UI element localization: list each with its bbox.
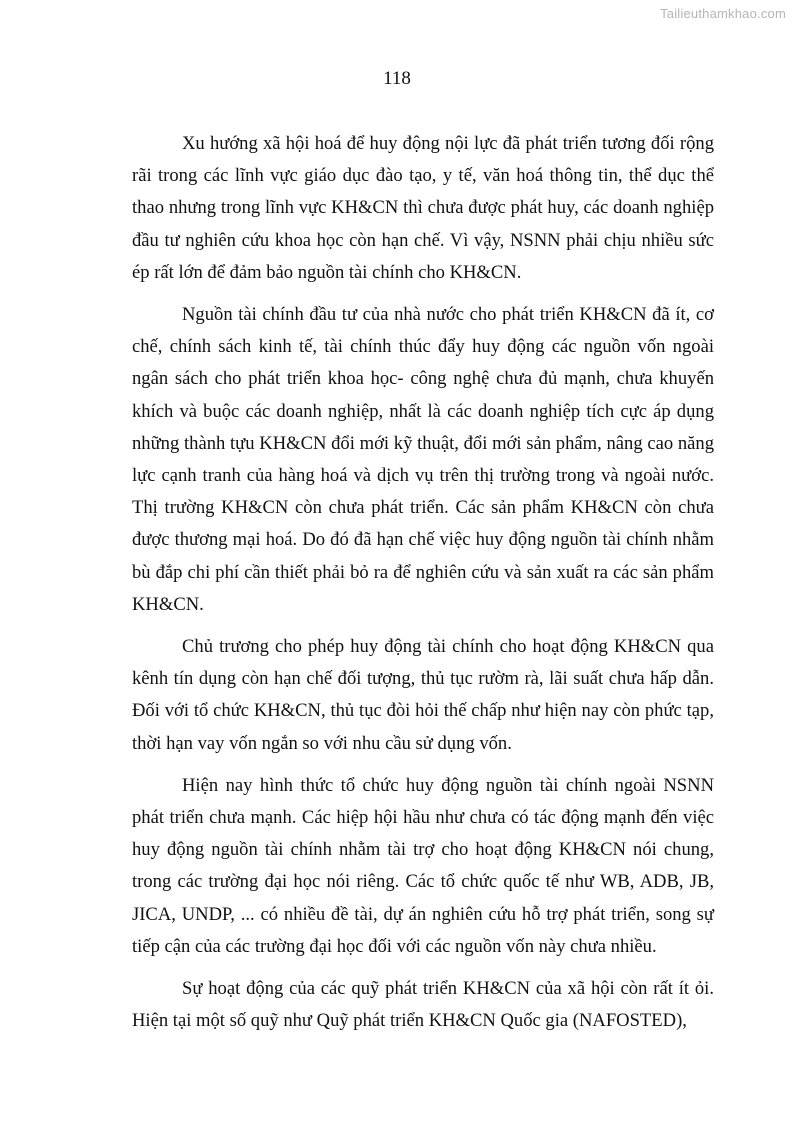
watermark-text: Tailieuthamkhao.com [660,6,786,21]
page-number: 118 [383,68,411,89]
paragraph-4: Hiện nay hình thức tổ chức huy động nguồn tài chính ngoài NSNN phát triển chưa mạnh. Các hiệp hội hầu như chưa có tác động mạnh đến việc huy động nguồn tài chính nhằm tài trợ cho hoạt động KH&CN nói chung, trong các trường đại học nói riêng. Các tổ chức quốc tế như WB, ADB, JB, JICA, UNDP, ... có nhiều đề tài, dự án nghiên cứu hỗ trợ phát triển, song sự tiếp cận của các trường đại học đối với các nguồn vốn này chưa nhiều. [132,774,714,957]
paragraph-5: Sự hoạt động của các quỹ phát triển KH&CN của xã hội còn rất ít ỏi. Hiện tại một số quỹ như Quỹ phát triển KH&CN Quốc gia (NAFOSTED), [132,978,714,1032]
document-body [132,128,714,1047]
paragraph-2: Nguồn tài chính đầu tư của nhà nước cho phát triển KH&CN đã ít, cơ chế, chính sách kinh tế, tài chính thúc đẩy huy động các nguồn vốn ngoài ngân sách cho phát triển khoa học- công nghệ chưa đủ mạnh, chưa khuyến khích và buộc các doanh nghiệp, nhất là các doanh nghiệp tích cực áp dụng những thành tựu KH&CN đổi mới kỹ thuật, đổi mới sản phẩm, nâng cao năng lực cạnh tranh của hàng hoá và dịch vụ trên thị trường trong và ngoài nước. Thị trường KH&CN còn chưa phát triển. Các sản phẩm KH&CN còn chưa được thương mại hoá. Do đó đã hạn chế việc huy động nguồn tài chính nhằm bù đắp chi phí cần thiết phải bỏ ra để nghiên cứu và sản xuất ra các sản phẩm KH&CN. [132,304,714,615]
paragraph-3: Chủ trương cho phép huy động tài chính cho hoạt động KH&CN qua kênh tín dụng còn hạn chế đối tượng, thủ tục rườm rà, lãi suất chưa hấp dẫn. Đối với tổ chức KH&CN, thủ tục đòi hỏi thế chấp như hiện nay còn phức tạp, thời hạn vay vốn ngắn so với nhu cầu sử dụng vốn. [132,636,714,754]
paragraph-1: Xu hướng xã hội hoá để huy động nội lực đã phát triển tương đối rộng rãi trong các lĩnh vực giáo dục đào tạo, y tế, văn hoá thông tin, thể dục thể thao nhưng trong lĩnh vực KH&CN thì chưa được phát huy, các doanh nghiệp đầu tư nghiên cứu khoa học còn hạn chế. Vì vậy, NSNN phải chịu nhiều sức ép rất lớn để đảm bảo nguồn tài chính cho KH&CN. [132,133,714,283]
